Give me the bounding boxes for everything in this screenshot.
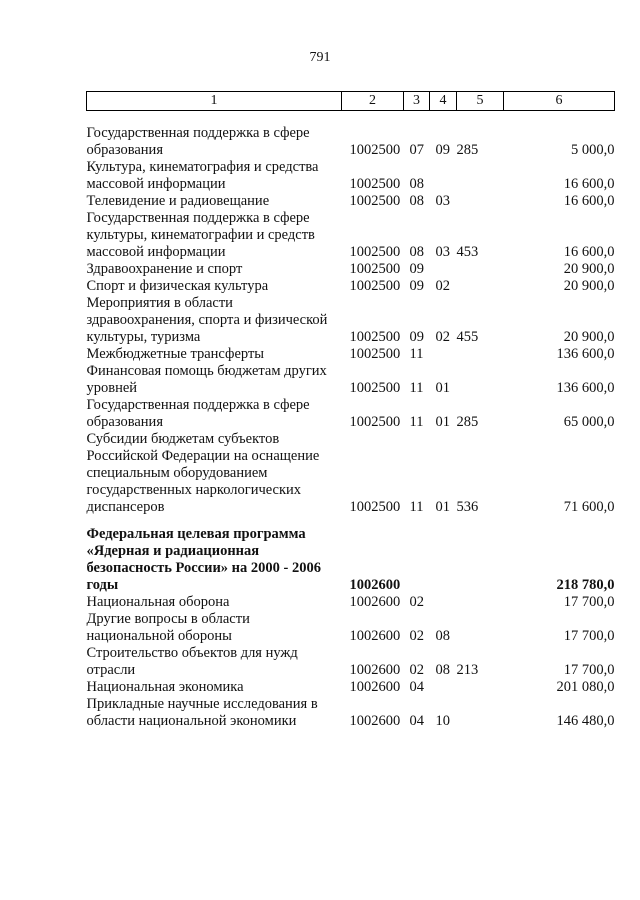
table-row <box>87 295 615 346</box>
row-section-cell: 02 <box>409 594 424 610</box>
table-row <box>87 111 615 160</box>
row-name-cell: Субсидии бюджетам субъектов Российской Федерации на оснащение специальным оборудованием государственных наркологических диспансеров <box>86 431 320 515</box>
row-subsection-cell <box>430 679 457 696</box>
row-section-cell: 07 <box>409 142 424 158</box>
row-amount-cell: 65 000,0 <box>563 414 615 430</box>
row-name-cell: Межбюджетные трансферты <box>86 346 265 362</box>
row-code-cell: 1002500 <box>349 414 401 430</box>
row-section-cell: 02 <box>409 628 424 644</box>
table-row <box>87 363 615 397</box>
row-name-cell: Строительство объектов для нужд отрасли <box>86 645 298 678</box>
row-section-cell: 04 <box>409 713 424 729</box>
row-section-cell: 11 <box>409 499 424 515</box>
row-code-cell: 1002600 <box>349 577 401 593</box>
table-body <box>87 111 615 731</box>
row-name-cell: Другие вопросы в области национальной обороны <box>86 611 250 644</box>
table-row <box>87 431 615 516</box>
row-type-cell <box>457 516 504 594</box>
table-row <box>87 397 615 431</box>
row-code-cell: 1002600 <box>349 594 401 610</box>
page-number: 791 <box>309 50 331 65</box>
row-section-cell: 08 <box>409 193 424 209</box>
row-name-cell: Федеральная целевая программа «Ядерная и радиационная безопасность России» на 2000 - 2006 годы <box>86 526 321 593</box>
row-subsection-cell: 01 <box>435 414 450 430</box>
row-subsection-cell: 08 <box>435 628 450 644</box>
row-subsection-cell <box>430 261 457 278</box>
row-code-cell: 1002500 <box>349 346 401 362</box>
row-type-cell <box>457 696 504 730</box>
row-name-cell: Прикладные научные исследования в области национальной экономики <box>86 696 318 729</box>
row-type-cell: 213 <box>456 662 479 678</box>
row-name-cell: Здравоохранение и спорт <box>86 261 243 277</box>
row-section-cell: 08 <box>409 244 424 260</box>
budget-table <box>86 91 615 730</box>
row-subsection-cell <box>430 516 457 594</box>
row-subsection-cell: 03 <box>435 193 450 209</box>
header-row <box>87 92 615 111</box>
row-subsection-cell: 02 <box>435 329 450 345</box>
row-amount-cell: 146 480,0 <box>556 713 615 729</box>
row-code-cell: 1002600 <box>349 679 401 695</box>
table-row <box>87 159 615 193</box>
table-row <box>87 516 615 594</box>
row-name-cell: Государственная поддержка в сфере культуры, кинематографии и средств массовой информации <box>86 210 315 260</box>
row-amount-cell: 136 600,0 <box>556 346 615 362</box>
row-subsection-cell: 01 <box>435 499 450 515</box>
row-subsection-cell <box>430 159 457 193</box>
row-section-cell: 09 <box>409 278 424 294</box>
row-amount-cell: 16 600,0 <box>563 176 615 192</box>
row-section-cell: 11 <box>409 346 424 362</box>
row-amount-cell: 20 900,0 <box>563 329 615 345</box>
row-code-cell: 1002500 <box>349 244 401 260</box>
column-header-2: 2 <box>342 92 404 111</box>
column-header-6: 6 <box>504 92 615 111</box>
table-row <box>87 278 615 295</box>
row-type-cell: 285 <box>456 142 479 158</box>
row-code-cell: 1002500 <box>349 278 401 294</box>
row-section-cell: 11 <box>409 414 424 430</box>
row-type-cell <box>457 278 504 295</box>
row-type-cell: 536 <box>456 499 479 515</box>
row-type-cell <box>457 159 504 193</box>
table-row <box>87 261 615 278</box>
row-code-cell: 1002500 <box>349 193 401 209</box>
row-code-cell: 1002500 <box>349 142 401 158</box>
row-name-cell: Финансовая помощь бюджетам других уровней <box>86 363 327 396</box>
row-name-cell: Национальная экономика <box>86 679 244 695</box>
table-row <box>87 193 615 210</box>
row-section-cell: 08 <box>409 176 424 192</box>
column-header-3: 3 <box>404 92 430 111</box>
row-type-cell: 285 <box>456 414 479 430</box>
row-amount-cell: 17 700,0 <box>563 662 615 678</box>
row-code-cell: 1002500 <box>349 380 401 396</box>
row-type-cell: 453 <box>456 244 479 260</box>
column-header-1: 1 <box>87 92 342 111</box>
row-code-cell: 1002600 <box>349 628 401 644</box>
row-amount-cell: 16 600,0 <box>563 244 615 260</box>
row-name-cell: Мероприятия в области здравоохранения, спорта и физической культуры, туризма <box>86 295 328 345</box>
row-type-cell <box>457 261 504 278</box>
row-section-cell: 09 <box>409 329 424 345</box>
row-code-cell: 1002500 <box>349 499 401 515</box>
table-row <box>87 210 615 261</box>
row-type-cell <box>457 193 504 210</box>
row-name-cell: Национальная оборона <box>86 594 230 610</box>
row-name-cell: Спорт и физическая культура <box>86 278 269 294</box>
row-section-cell: 09 <box>409 261 424 277</box>
row-subsection-cell <box>430 594 457 611</box>
row-type-cell <box>457 363 504 397</box>
row-code-cell: 1002500 <box>349 261 401 277</box>
row-amount-cell: 218 780,0 <box>556 577 615 593</box>
row-amount-cell: 20 900,0 <box>563 261 615 277</box>
row-type-cell <box>457 679 504 696</box>
row-name-cell: Государственная поддержка в сфере образования <box>86 125 310 158</box>
row-subsection-cell: 08 <box>435 662 450 678</box>
row-code-cell: 1002500 <box>349 329 401 345</box>
row-amount-cell: 17 700,0 <box>563 594 615 610</box>
table-row <box>87 679 615 696</box>
row-amount-cell: 20 900,0 <box>563 278 615 294</box>
row-type-cell: 455 <box>456 329 479 345</box>
table-row <box>87 611 615 645</box>
column-header-5: 5 <box>457 92 504 111</box>
row-amount-cell: 16 600,0 <box>563 193 615 209</box>
row-type-cell <box>457 594 504 611</box>
row-code-cell: 1002600 <box>349 713 401 729</box>
row-type-cell <box>457 346 504 363</box>
row-subsection-cell <box>430 346 457 363</box>
row-subsection-cell: 10 <box>435 713 450 729</box>
row-subsection-cell: 09 <box>435 142 450 158</box>
column-header-4: 4 <box>430 92 457 111</box>
row-section-cell: 11 <box>409 380 424 396</box>
row-section-cell: 02 <box>409 662 424 678</box>
row-section-cell <box>404 516 430 594</box>
row-code-cell: 1002500 <box>349 176 401 192</box>
table-row <box>87 594 615 611</box>
row-subsection-cell: 03 <box>435 244 450 260</box>
row-subsection-cell: 01 <box>435 380 450 396</box>
table-row <box>87 346 615 363</box>
row-subsection-cell: 02 <box>435 278 450 294</box>
row-name-cell: Телевидение и радиовещание <box>86 193 270 209</box>
row-amount-cell: 5 000,0 <box>571 142 615 158</box>
row-section-cell: 04 <box>409 679 424 695</box>
row-name-cell: Государственная поддержка в сфере образования <box>86 397 310 430</box>
row-amount-cell: 71 600,0 <box>563 499 615 515</box>
row-type-cell <box>457 611 504 645</box>
row-amount-cell: 17 700,0 <box>563 628 615 644</box>
table-row <box>87 696 615 730</box>
row-amount-cell: 201 080,0 <box>556 679 615 695</box>
row-amount-cell: 136 600,0 <box>556 380 615 396</box>
row-code-cell: 1002600 <box>349 662 401 678</box>
table-row <box>87 645 615 679</box>
row-name-cell: Культура, кинематография и средства массовой информации <box>86 159 319 192</box>
